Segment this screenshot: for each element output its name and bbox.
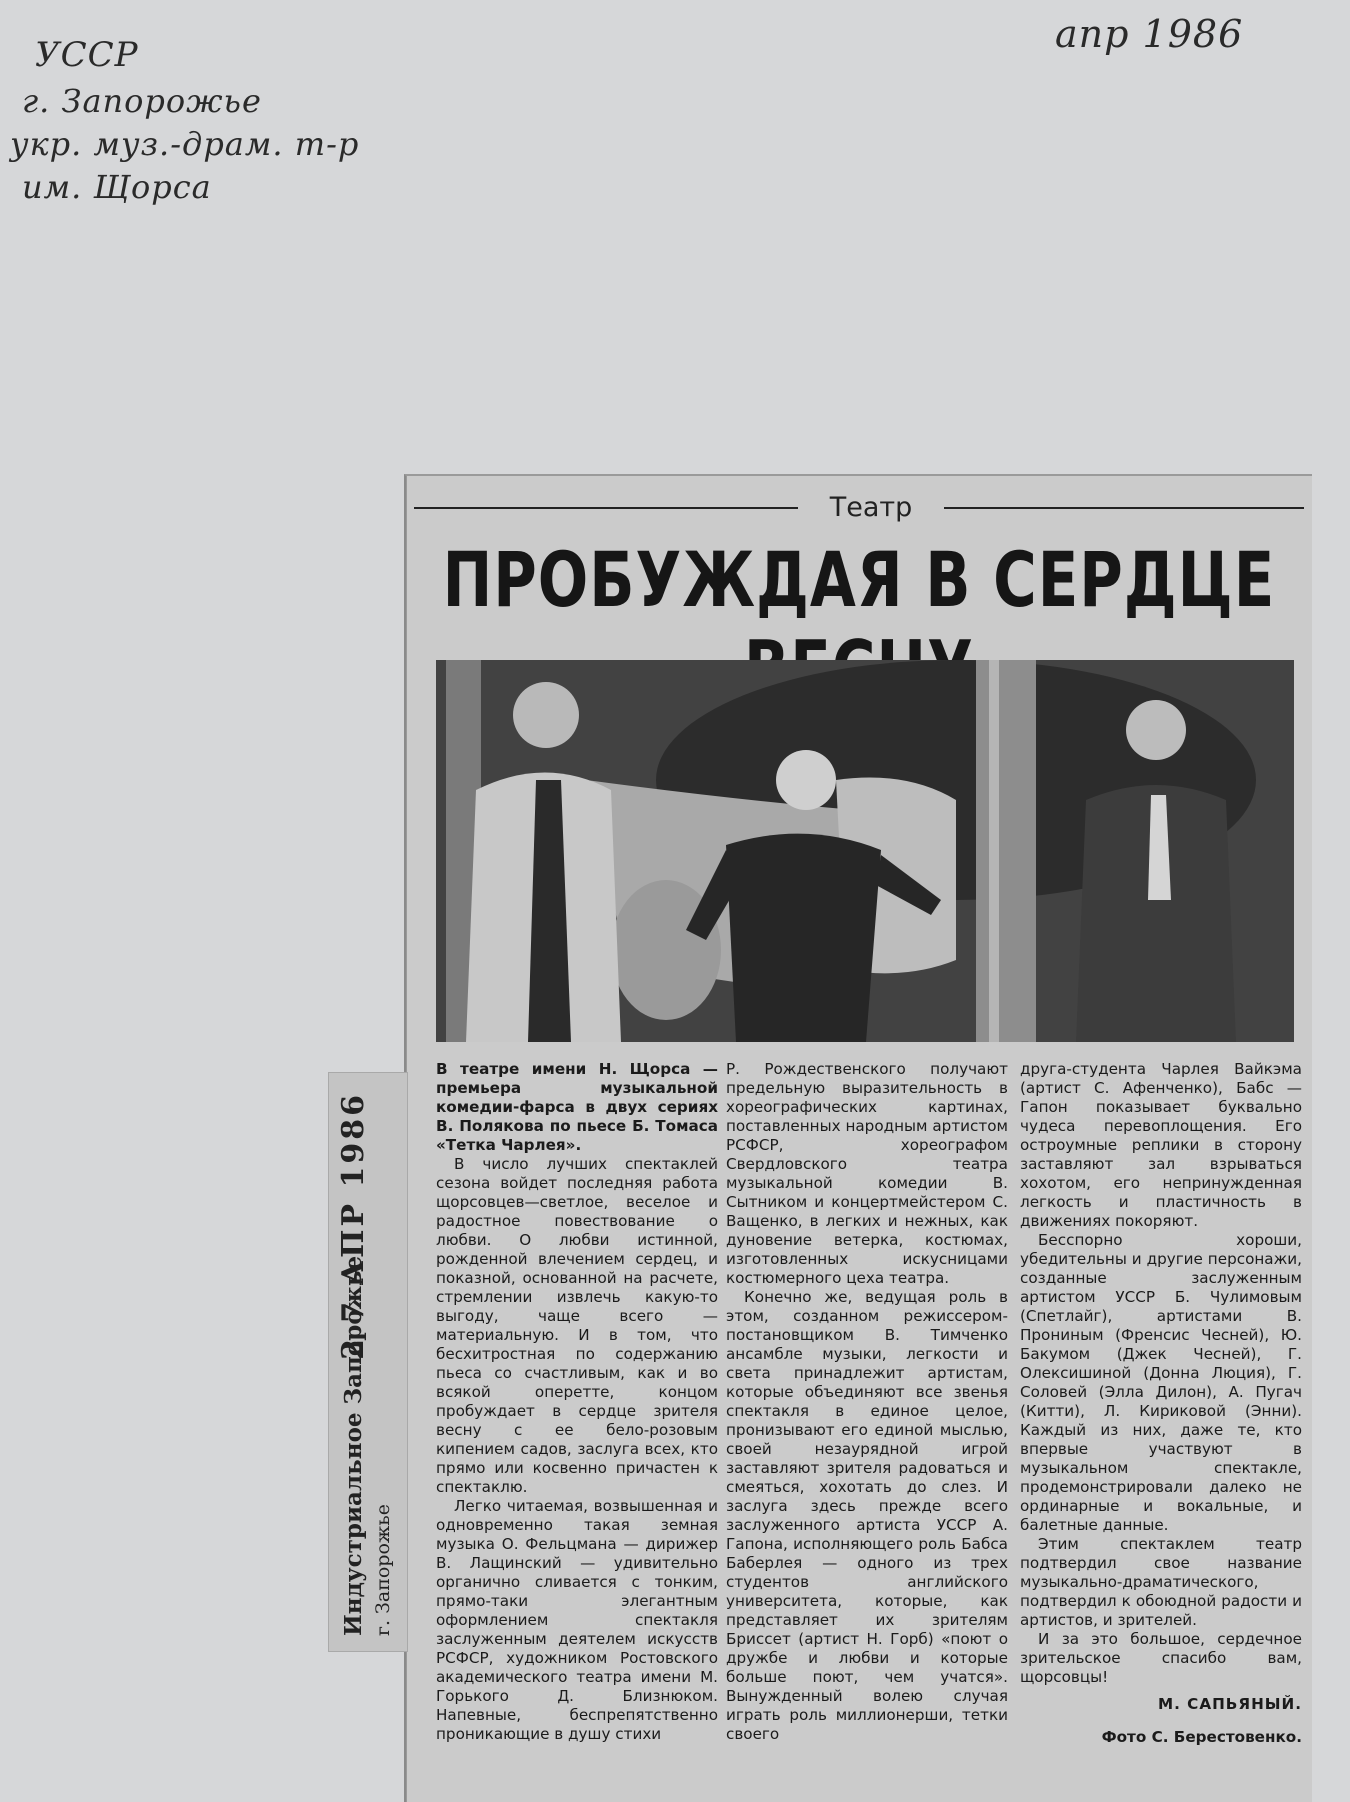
rubric-bar <box>414 492 1304 522</box>
article-paragraph: И за это большое, сердечное зрительское спасибо вам, щорсовцы! <box>1020 1630 1302 1686</box>
rubric-rule-left <box>414 507 798 509</box>
article-column-1 <box>436 1060 718 1744</box>
handwritten-theatre-name: им. Щорса <box>22 168 212 206</box>
article-column-2 <box>726 1060 1008 1744</box>
article-body <box>436 1060 1304 1785</box>
handwritten-date: апр 1986 <box>1055 12 1244 56</box>
stamp-city: г. Запорожье <box>372 1504 394 1636</box>
handwritten-theatre: укр. муз.-драм. т-р <box>10 125 360 163</box>
article-lead: В театре имени Н. Щорса — премьера музыкальной комедии-фарса в двух сериях В. Полякова по пьесе Б. Томаса «Тетка Чарлея». <box>436 1060 718 1154</box>
article-paragraph: Бесспорно хороши, убедительны и другие персонажи, созданные заслуженным артистом УССР Б. Чулимовым (Спетлайг), артистами В. Прониным (Френсис Чесней), Ю. Бакумом (Джек Чесней), Г. Олексишиной (Донна Люция), Г. Соловей (Элла Дилон), А. Пугач (Китти), Л. Кириковой (Энни). Каждый из них, даже те, кто впервые участвуют в музыкальном спектакле, продемонстрировали далеко не ординарные и вокальные, и балетные данные. <box>1020 1231 1302 1534</box>
article-column-3 <box>1020 1060 1302 1747</box>
rubric-rule-right <box>944 507 1304 509</box>
photo-credit: Фото С. Берестовенко. <box>1101 1728 1302 1746</box>
article-paragraph: Конечно же, ведущая роль в этом, созданном режиссером-постановщиком В. Тимченко ансамбле музыки, легкости и света принадлежит артистам, которые объединяют все звенья спектакля в единое целое, пронизывают его единой мыслью, своей незаурядной игрой заставляют зрителя радоваться и смеяться, хохотать до слез. И заслуга здесь прежде всего заслуженного артиста УССР А. Гапона, исполняющего роль Бабса Баберлея — одного из трех студентов английского университета, которые, как представляет их зрителям Бриссет (артист Н. Горб) «поют о дружбе и любви и которые больше поют, чем учатся». Вынужденный волею случая играть роль миллионерши, тетки своего <box>726 1288 1008 1743</box>
rubric-label: Театр <box>829 492 913 523</box>
article-paragraph: В число лучших спектаклей сезона войдет последняя работа щорсовцев—светлое, веселое и радостное повествование о любви. О любви истинной, рожденной влечением сердец, и показной, основанной на расчете, стремлении извлечь какую-то выгоду, чаще всего — материальную. И в том, что бесхитростная по содержанию пьеса со счастливым, как и во всякой оперетте, концом пробуждает в сердце зрителя весну с ее бело-розовым кипением садов, заслуга всех, кто прямо или косвенно причастен к спектаклю. <box>436 1155 718 1496</box>
article-paragraph: Р. Рождественского получают предельную выразительность в хореографических картинах, поставленных народным артистом РСФСР, хореографом Свердловского театра музыкальной комедии В. Сытником и концертмейстером С. Ващенко, в легких и нежных, как дуновение ветерка, костюмах, изготовленных искусницами костюмерного цеха театра. <box>726 1060 1008 1287</box>
handwritten-city: г. Запорожье <box>22 82 262 120</box>
article-paragraph: друга-студента Чарлея Вайкэма (артист С. Афенченко), Бабс — Гапон показывает буквально чудеса перевоплощения. Его остроумные реплики в сторону заставляют зал взрываться хохотом, его непринужденная легкость и пластичность в движениях покоряют. <box>1020 1060 1302 1230</box>
article-paragraph: Этим спектаклем театр подтвердил свое название музыкально-драматического, подтвердил к обоюдной радости и артистов, и зрителей. <box>1020 1535 1302 1629</box>
article-paragraph: Легко читаемая, возвышенная и одновременно такая земная музыка О. Фельцмана — дирижер В. Лащинский — удивительно органично сливается с тонким, прямо-таки элегантным оформлением спектакля заслуженным деятелем искусств РСФСР, художником Ростовского академического театра имени М. Горького Д. Близнюком. Напевные, беспрепятственно проникающие в душу стихи <box>436 1497 718 1743</box>
stage-photo <box>436 660 1294 1042</box>
stage-photo-icon <box>436 660 1294 1042</box>
newspaper-clipping <box>404 474 1312 1802</box>
newspaper-date-stamp <box>328 1072 408 1652</box>
article-headline: ПРОБУЖДАЯ В СЕРДЦЕ <box>442 536 1276 625</box>
stamp-date: 2 7 АПР 1986 <box>336 1092 371 1360</box>
stamp-newspaper-name: Индустриальное Запорожье <box>340 1255 367 1636</box>
handwritten-republic: УССР <box>35 35 139 75</box>
author-signature: М. САПЬЯНЫЙ. <box>1158 1695 1302 1713</box>
stamp-content <box>336 1082 400 1642</box>
